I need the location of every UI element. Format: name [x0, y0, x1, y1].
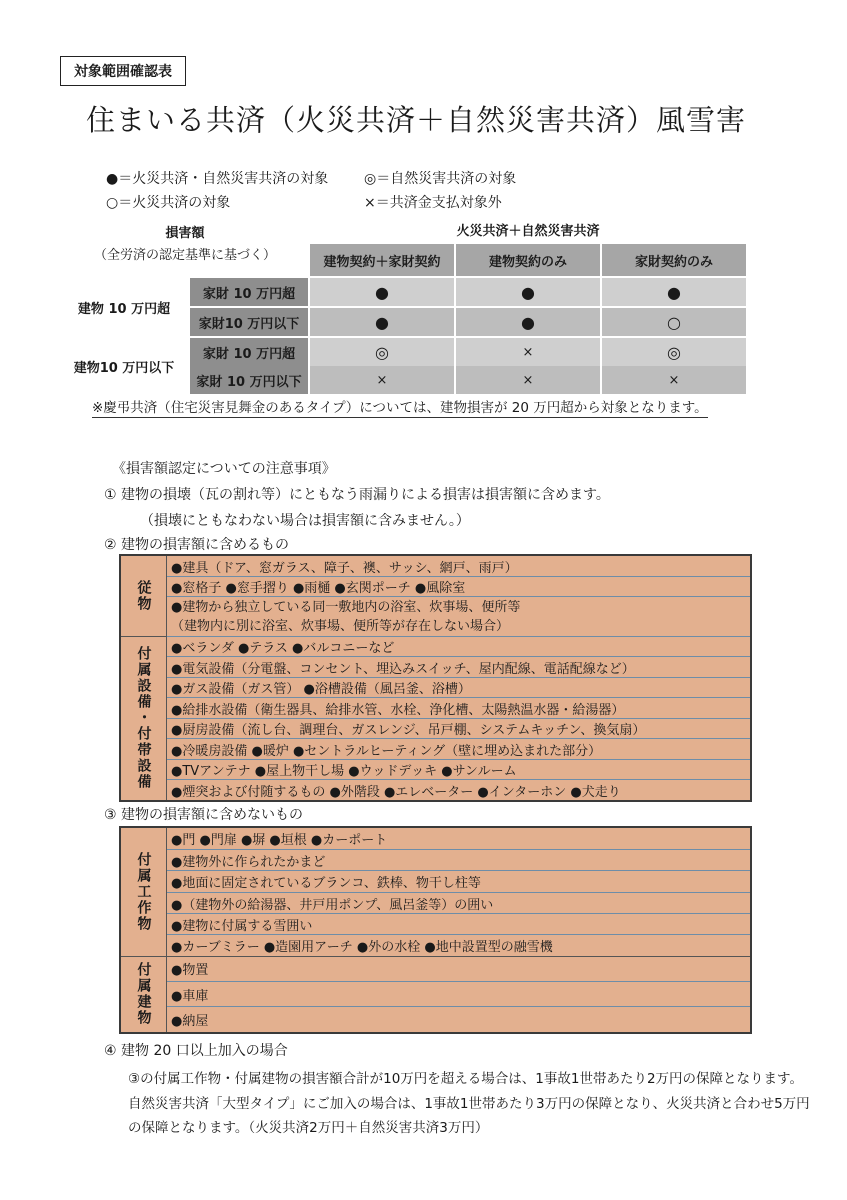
- col-header-contents: 家財契約のみ: [602, 244, 746, 276]
- damage-label: 損害額: [165, 225, 205, 241]
- list-item: ●煙突および付随するもの ●外階段 ●エレベーター ●インターホン ●犬走り: [167, 779, 750, 800]
- col-header-building: 建物契約のみ: [456, 244, 600, 276]
- list-item: ●冷暖房設備 ●暖炉 ●セントラルヒーティング（壁に埋め込まれた部分）: [167, 738, 750, 759]
- list-item: ●（建物外の給湯器、井戸用ポンプ、風呂釜等）の囲い: [167, 892, 750, 913]
- cell-r2-c3: ○: [602, 308, 746, 336]
- sub-row-2: 家財10 万円以下: [190, 308, 308, 336]
- note-1-sub: （損壊にともなわない場合は損害額に含みません。）: [140, 513, 470, 529]
- footer-line-3: の保障となります。（火災共済2万円＋自然災害共済3万円）: [128, 1120, 489, 1136]
- exclude-box: [119, 826, 752, 1034]
- list-item: ●門 ●門扉 ●塀 ●垣根 ●カーポート: [171, 833, 388, 848]
- col-header-both: 建物契約＋家財契約: [310, 244, 454, 276]
- list-item: ●車庫: [167, 981, 750, 1006]
- group-header: 火災共済＋自然災害共済: [456, 223, 600, 239]
- legend-full: ●＝火災共済・自然災害共済の対象: [106, 171, 329, 187]
- cell-r3-c3: ◎: [602, 338, 746, 366]
- cell-r2-c1: ●: [310, 308, 454, 336]
- note-3: ③ 建物の損害額に含めないもの: [104, 807, 304, 823]
- table-note: ※慶弔共済（住宅災害見舞金のあるタイプ）については、建物損害が 20 万円超から対象となります。: [92, 396, 708, 418]
- list-item: ●地面に固定されているブランコ、鉄棒、物干し柱等: [167, 870, 750, 892]
- cell-r4-c1: ×: [310, 366, 454, 394]
- list-item: ●物置: [171, 963, 209, 978]
- list-item: ●電気設備（分電盤、コンセント、埋込みスイッチ、屋内配線、電話配線など）: [167, 656, 750, 677]
- legend-natural: ◎＝自然災害共済の対象: [364, 171, 517, 187]
- category-structures: 付属工作物: [121, 828, 167, 956]
- list-item: ●ベランダ ●テラス ●バルコニーなど: [167, 636, 750, 656]
- category-equipment: 付属設備・付帯設備: [121, 636, 167, 800]
- sub-row-4: 家財 10 万円以下: [190, 366, 308, 394]
- cell-r1-c3: ●: [602, 278, 746, 306]
- group-building-over: 建物 10 万円超: [77, 301, 171, 317]
- sub-row-1: 家財 10 万円超: [190, 278, 308, 306]
- legend-fire: ○＝火災共済の対象: [106, 195, 231, 211]
- list-item: ●ガス設備（ガス管） ●浴槽設備（風呂釜、浴槽）: [167, 677, 750, 697]
- cell-r1-c1: ●: [310, 278, 454, 306]
- note-1: ① 建物の損壊（瓦の割れ等）にともなう雨漏りによる損害は損害額に含めます。: [104, 487, 610, 503]
- cell-r4-c3: ×: [602, 366, 746, 394]
- cell-r1-c2: ●: [456, 278, 600, 306]
- cell-r2-c2: ●: [456, 308, 600, 336]
- sub-row-3: 家財 10 万円超: [190, 338, 308, 366]
- cell-r3-c1: ◎: [310, 338, 454, 366]
- footer-line-1: ③の付属工作物・付属建物の損害額合計が10万円を超える場合は、1事故1世帯あたり2万円の保障となります。: [128, 1071, 803, 1087]
- damage-sub: （全労済の認定基準に基づく）: [93, 247, 276, 263]
- notes-heading: 《損害額認定についての注意事項》: [112, 461, 336, 477]
- list-item: ●カーブミラー ●造園用アーチ ●外の水栓 ●地中設置型の融雪機: [167, 934, 750, 956]
- list-item: ●TVアンテナ ●屋上物干し場 ●ウッドデッキ ●サンルーム: [167, 759, 750, 779]
- include-box: [119, 554, 752, 802]
- cell-r3-c2: ×: [456, 338, 600, 366]
- list-item: ●建物外に作られたかまど: [167, 849, 750, 870]
- list-item: ●厨房設備（流し台、調理台、ガスレンジ、吊戸棚、システムキッチン、換気扇）: [167, 718, 750, 738]
- group-building-under: 建物10 万円以下: [73, 360, 175, 376]
- list-item: ●窓格子 ●窓手摺り ●雨樋 ●玄関ポーチ ●風除室: [167, 576, 750, 596]
- cell-r4-c2: ×: [456, 366, 600, 394]
- coverage-table: [60, 216, 746, 394]
- doc-tag: 対象範囲確認表: [60, 56, 186, 86]
- category-fixtures: 従物: [121, 556, 167, 636]
- category-outbuildings: 付属建物: [121, 956, 167, 1032]
- list-item: ●納屋: [167, 1006, 750, 1032]
- page-title: 住まいる共済（火災共済＋自然災害共済）風雪害: [86, 103, 747, 137]
- legend-none: ×＝共済金支払対象外: [364, 195, 502, 211]
- footer-line-2: 自然災害共済「大型タイプ」にご加入の場合は、1事故1世帯あたり3万円の保障となり、火災共済と合わせ5万円: [128, 1096, 810, 1112]
- list-item: ●給排水設備（衛生器具、給排水管、水栓、浄化槽、太陽熱温水器・給湯器）: [167, 697, 750, 718]
- list-item: ●建物から独立している同一敷地内の浴室、炊事場、便所等 （建物内に別に浴室、炊事場、便所等が存在しない場合）: [167, 596, 750, 636]
- list-item: ●建具（ドア、窓ガラス、障子、襖、サッシ、網戸、雨戸）: [171, 560, 518, 576]
- note-2: ② 建物の損害額に含めるもの: [104, 537, 290, 553]
- note-4: ④ 建物 20 口以上加入の場合: [104, 1043, 288, 1059]
- list-item: ●建物に付属する雪囲い: [167, 913, 750, 934]
